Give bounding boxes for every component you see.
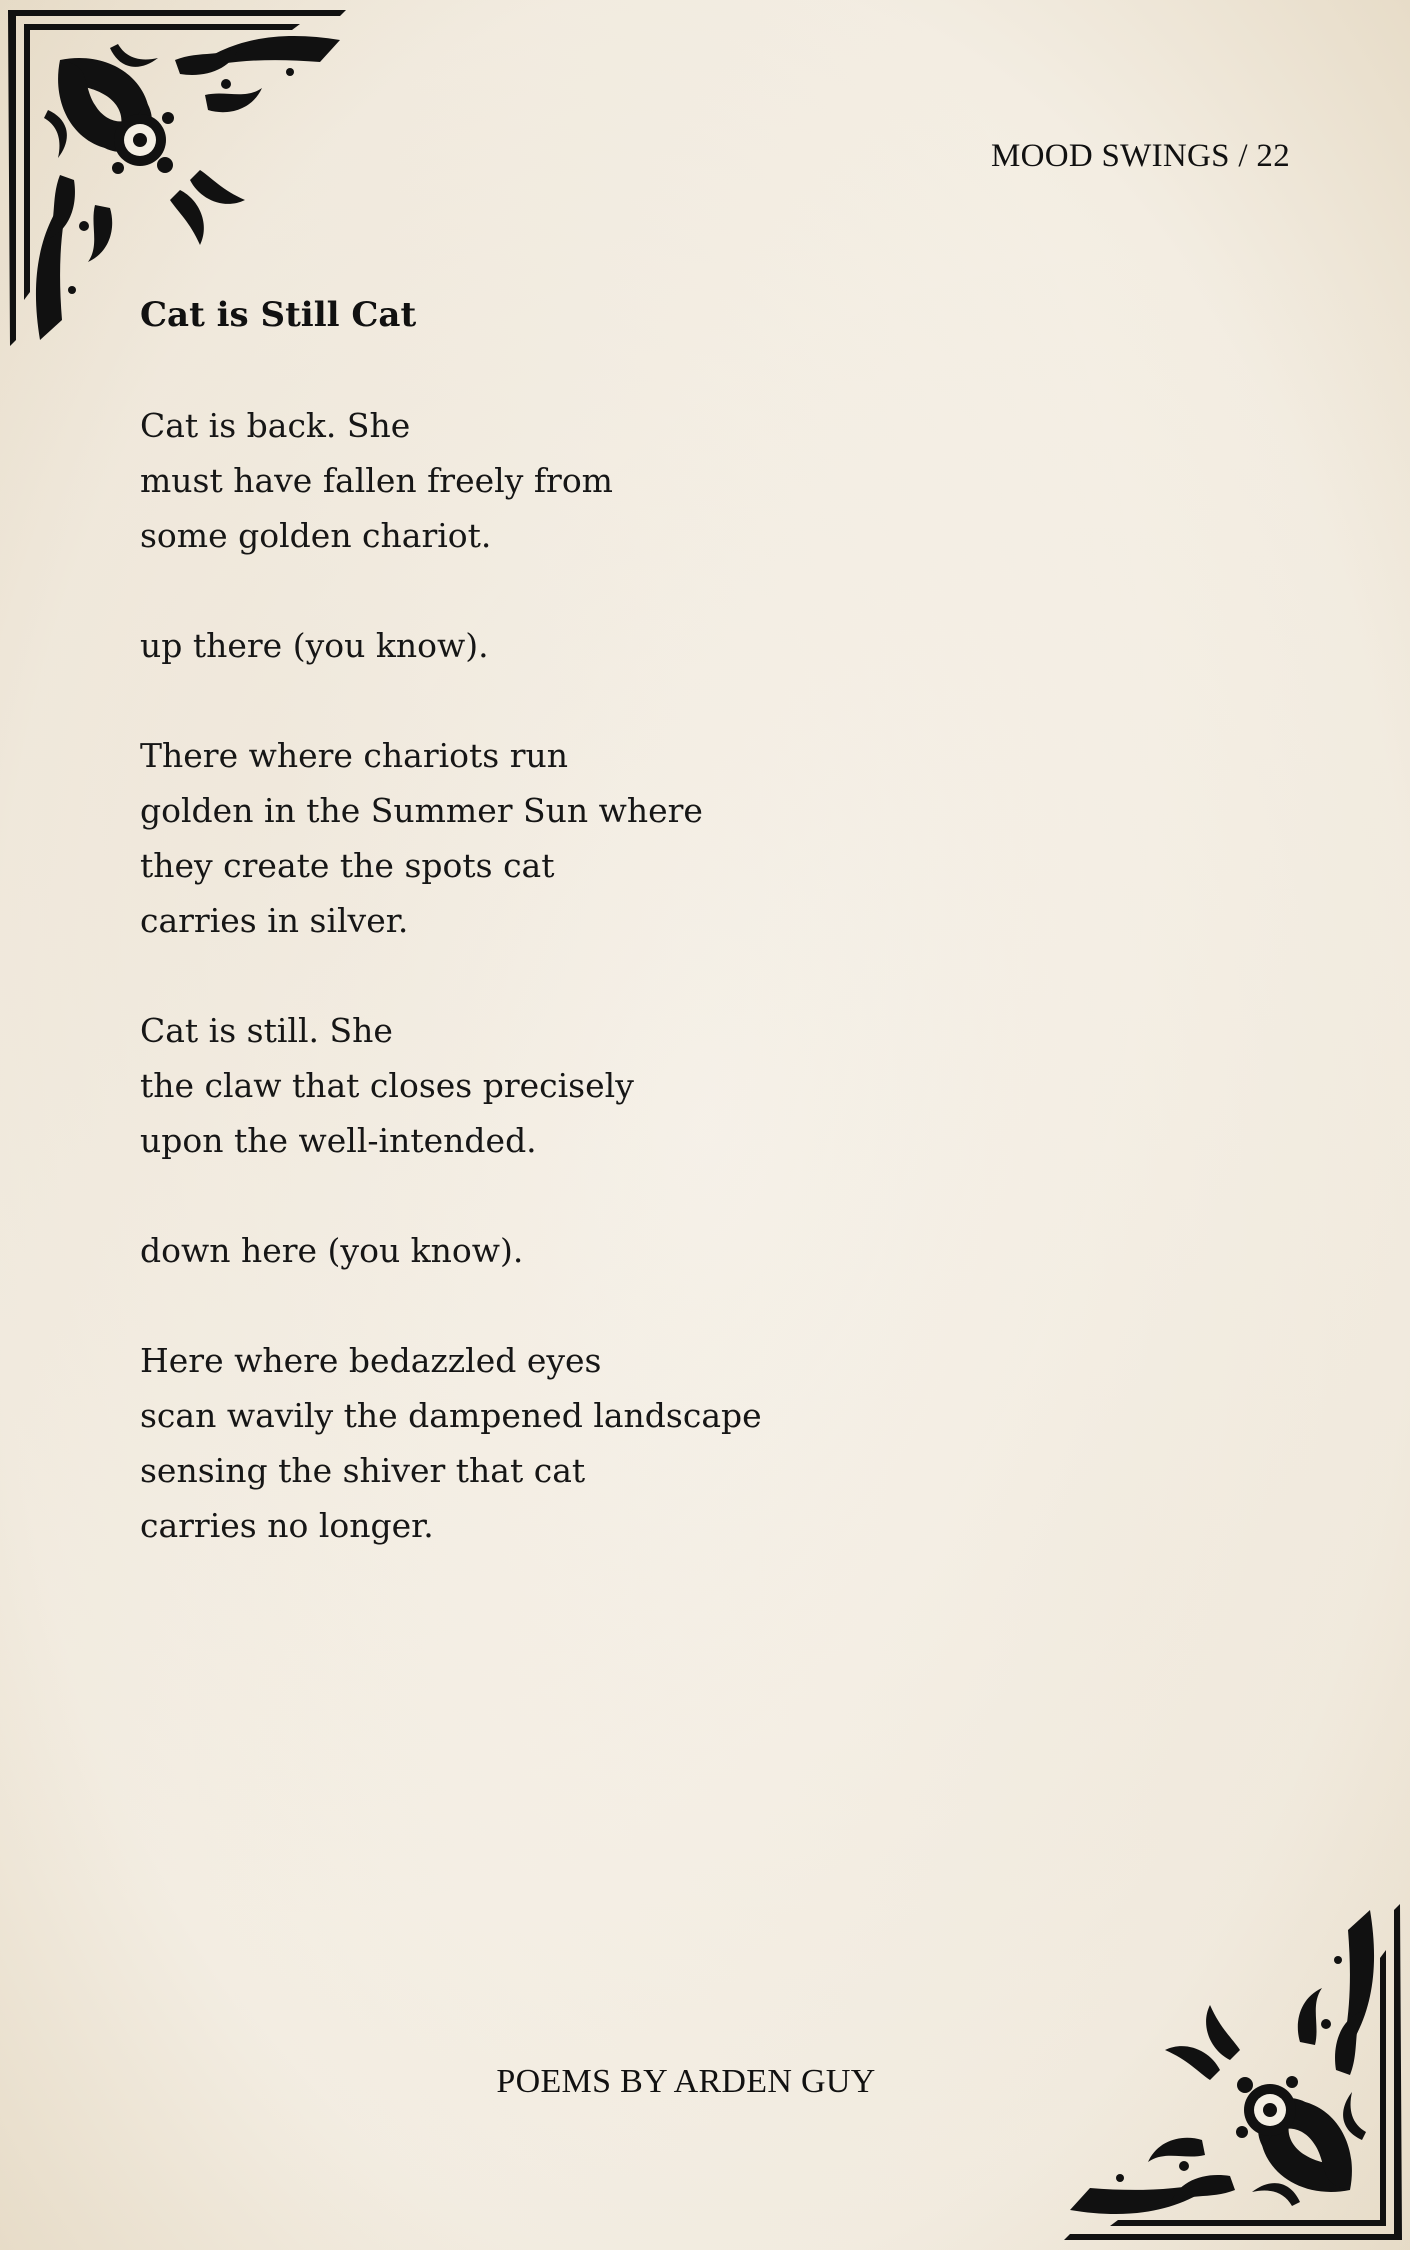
stanza xyxy=(140,1003,1040,1168)
stanza xyxy=(140,728,1040,948)
stanza xyxy=(140,1223,1040,1278)
poem-line: they create the spots cat xyxy=(140,846,555,885)
ornamental-corner-icon xyxy=(1050,1890,1410,2250)
poem-line: down here (you know). xyxy=(140,1231,524,1270)
poem-line: must have fallen freely from xyxy=(140,461,613,500)
poem-line: Cat is still. She xyxy=(140,1011,393,1050)
poem-line: There where chariots run xyxy=(140,736,568,775)
poem-line: sensing the shiver that cat xyxy=(140,1451,586,1490)
poem-line: carries no longer. xyxy=(140,1506,434,1545)
stanza xyxy=(140,398,1040,563)
poem-line: Here where bedazzled eyes xyxy=(140,1341,602,1380)
stanza xyxy=(140,618,1040,673)
poem-line: upon the well-intended. xyxy=(140,1121,537,1160)
poem-line: some golden chariot. xyxy=(140,516,492,555)
running-footer: POEMS BY ARDEN GUY xyxy=(496,2063,876,2100)
running-header: MOOD SWINGS / 22 xyxy=(990,138,1290,174)
poem xyxy=(140,288,1040,1553)
poem-line: golden in the Summer Sun where xyxy=(140,791,703,830)
poem-line: carries in silver. xyxy=(140,901,409,940)
poem-line: Cat is back. She xyxy=(140,406,411,445)
stanza xyxy=(140,1333,1040,1553)
poem-title: Cat is Still Cat xyxy=(140,295,417,335)
poem-line: scan wavily the dampened landscape xyxy=(140,1396,762,1435)
poem-line: up there (you know). xyxy=(140,626,489,665)
poem-line: the claw that closes precisely xyxy=(140,1066,634,1105)
